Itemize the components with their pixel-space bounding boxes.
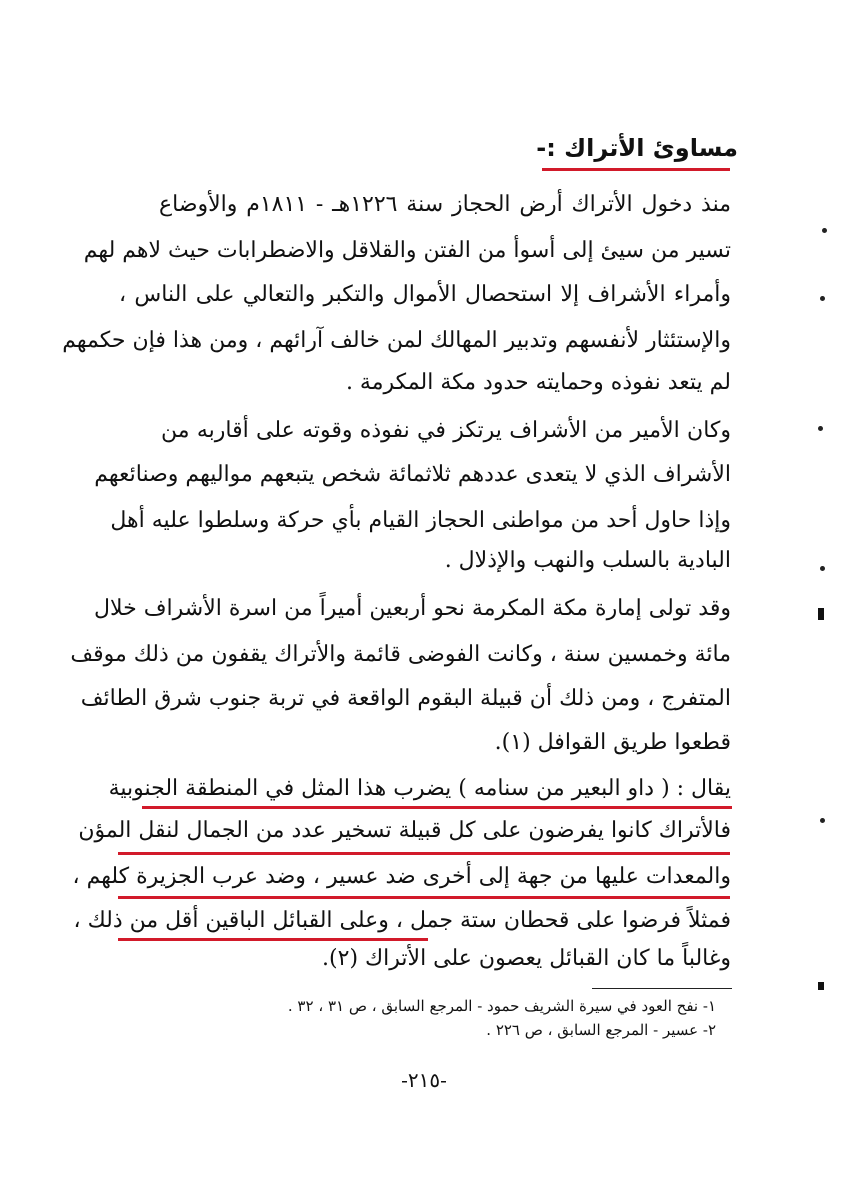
text-line: وغالباً ما كان القبائل يعصون على الأتراك (٢). <box>322 946 731 971</box>
footnote-separator <box>592 988 732 989</box>
text-line: البادية بالسلب والنهب والإذلال . <box>444 548 731 573</box>
text-line: الأشراف الذي لا يتعدى عددهم ثلاثمائة شخص يتبعهم مواليهم وصنائعهم <box>94 462 731 487</box>
text-line: لم يتعد نفوذه وحمايته حدود مكة المكرمة . <box>345 370 731 395</box>
section-heading: مساوئ الأتراك :- <box>536 134 738 162</box>
text-line: والإستئثار لأنفسهم وتدبير المهالك لمن خالف آرائهم ، ومن هذا فإن حكمهم <box>62 328 731 353</box>
annotation-underline <box>118 896 730 899</box>
page-number: -٢١٥- <box>401 1068 447 1092</box>
footnote: ١- نفح العود في سيرة الشريف حمود - المرجع السابق ، ص ٣١ ، ٣٢ . <box>287 997 716 1015</box>
scan-speck <box>820 296 825 301</box>
text-line: وقد تولى إمارة مكة المكرمة نحو أربعين أميراً من اسرة الأشراف خلال <box>94 596 731 621</box>
text-line: فالأتراك كانوا يفرضون على كل قبيلة تسخير عدد من الجمال لنقل المؤن <box>78 818 731 843</box>
text-line: تسير من سيئ إلى أسوأ من الفتن والقلاقل والاضطرابات حيث لاهم لهم <box>83 238 731 263</box>
scan-speck <box>820 566 825 571</box>
scan-mark <box>818 608 824 620</box>
text-line: والمعدات عليها من جهة إلى أخرى ضد عسير ، وضد عرب الجزيرة كلهم ، <box>72 864 731 889</box>
text-line: منذ دخول الأتراك أرض الحجاز سنة ١٢٢٦هـ - ١٨١١م والأوضاع <box>159 192 731 217</box>
text-line: قطعوا طريق القوافل (١). <box>494 730 731 755</box>
scan-speck <box>820 818 825 823</box>
scan-mark <box>818 982 824 990</box>
scan-speck <box>822 228 827 233</box>
scan-speck <box>818 426 823 431</box>
text-line: وكان الأمير من الأشراف يرتكز في نفوذه وقوته على أقاربه من <box>161 418 731 443</box>
text-line: وأمراء الأشراف إلا استحصال الأموال والتكبر والتعالي على الناس ، <box>119 282 731 307</box>
footnote: ٢- عسير - المرجع السابق ، ص ٢٢٦ . <box>486 1021 716 1039</box>
annotation-underline <box>118 852 730 855</box>
heading-underline <box>542 168 730 171</box>
text-line: مائة وخمسين سنة ، وكانت الفوضى قائمة والأتراك يقفون من ذلك موقف <box>70 642 731 667</box>
annotation-underline <box>142 806 732 809</box>
annotation-underline <box>118 938 428 941</box>
text-line: يقال : ( داو البعير من سنامه ) يضرب هذا المثل في المنطقة الجنوبية <box>108 776 731 801</box>
text-line: فمثلاً فرضوا على قحطان ستة جمل ، وعلى القبائل الباقين أقل من ذلك ، <box>73 908 731 933</box>
text-line: وإذا حاول أحد من مواطنى الحجاز القيام بأي حركة وسلطوا عليه أهل <box>110 508 731 533</box>
text-line: المتفرج ، ومن ذلك أن قبيلة البقوم الواقعة في تربة جنوب شرق الطائف <box>80 686 731 711</box>
